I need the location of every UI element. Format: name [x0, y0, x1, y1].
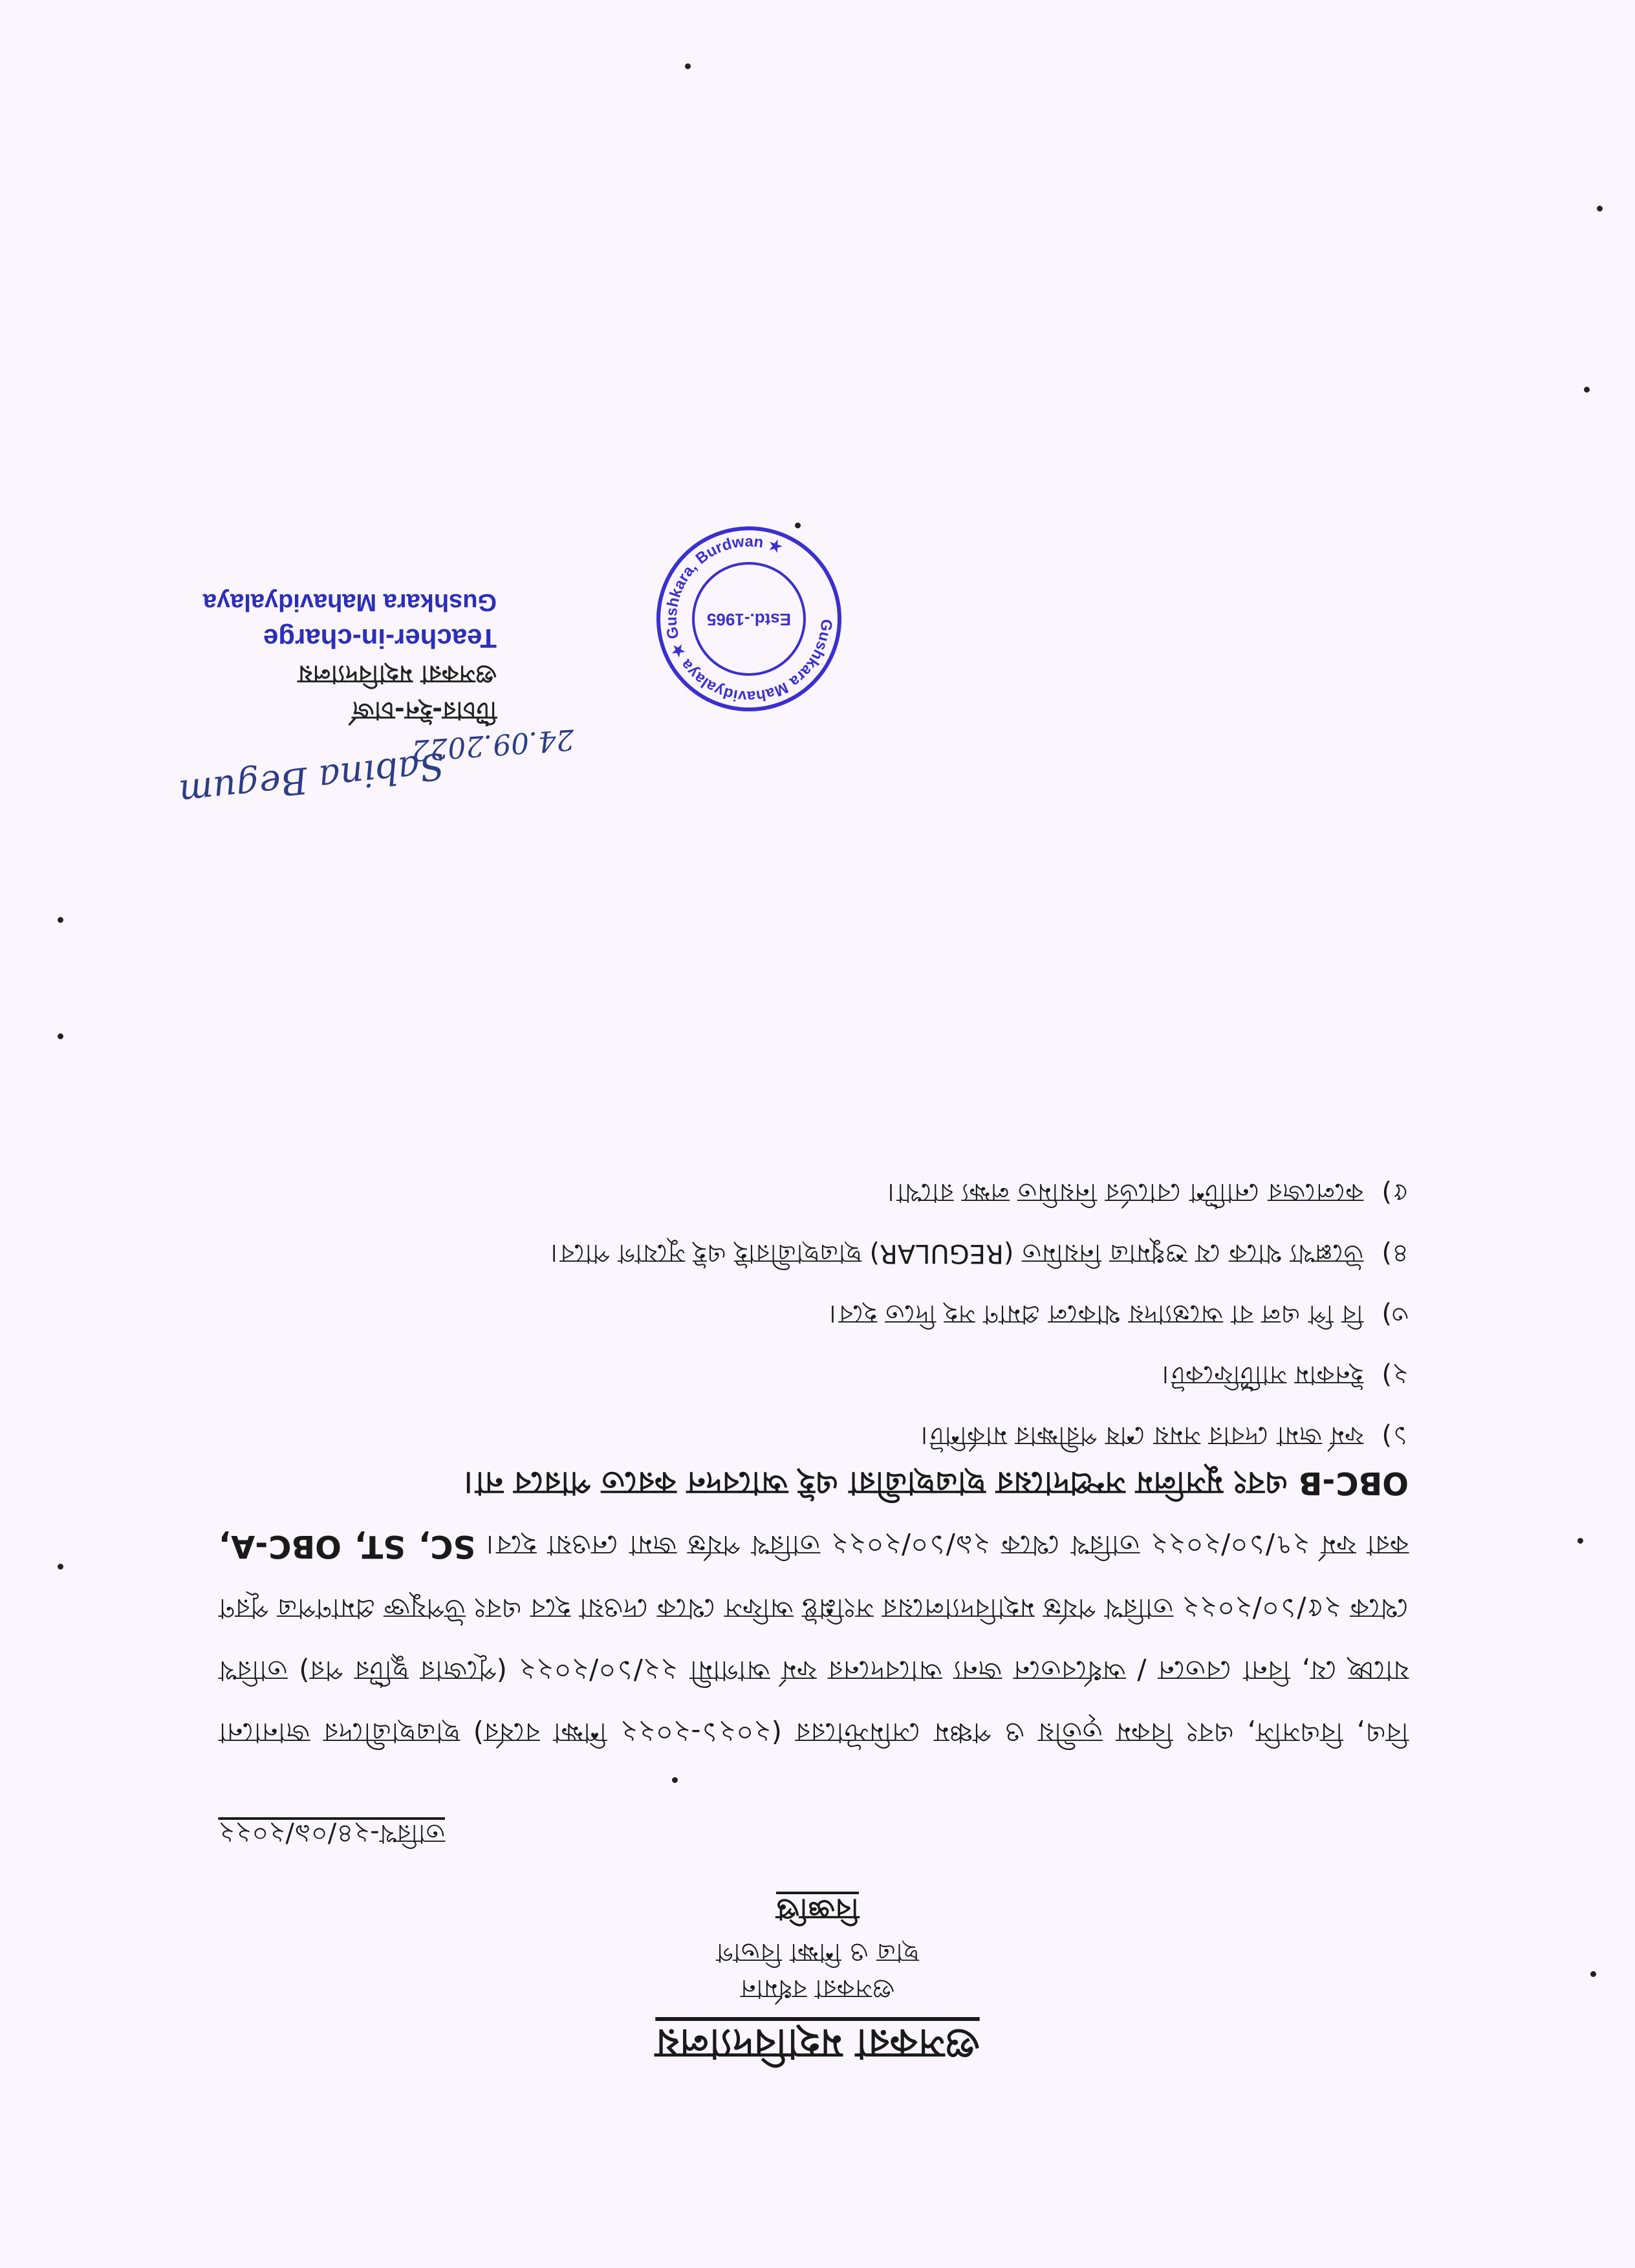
list-item — [232, 1345, 1409, 1405]
department-name: ছাত্র ও শিক্ষা বিভাগ — [716, 1938, 919, 1967]
notice-body — [219, 1451, 1409, 1764]
requirements-list — [232, 1162, 1409, 1466]
list-item-text: ফর্ম জমা দেবার সময় শেষ পরীক্ষার মার্কশিট। — [920, 1421, 1363, 1451]
list-item-number: ২) — [1381, 1360, 1409, 1390]
designation-english: Teacher-in-charge — [263, 623, 497, 654]
body-text: বিএ, বিএসসি, এবং বিকম তৃতীয় ও পঞ্চম সেমিস্টারের (২০২১-২০২২ শিক্ষা বর্ষের) ছাত্রছাত্রীদের জানানো যাচ্ছে যে, বিনা বেতনে / অর্ধবেতনে জন্য আবেদনের ফর্ম আগামী ২২/১০/২০২২ (পূজোর ছুটির পর) তারিখ থেকে ২৫/১০/২০২২ তারিখ পর্যন্ত মহাবিদ্যালয়ের সংশ্লিষ্ট অফিস থেকে দেওয়া হবে এবং উপযুক্ত প্রমাণপত্র পূরণ করা ফর্ম ২৭/১০/২০২২ তারিখ থেকে ২৯/১০/২০২২ তারিখ পর্যন্ত জমা নেওয়া হবে। — [219, 1529, 1409, 1749]
seal-outer-text: Gushkara Mahavidyalaya ★ Gushkara, Burdwan ★ — [662, 532, 836, 706]
list-item — [232, 1405, 1409, 1466]
list-item-text: উল্লেখ্য থাকে যে শুধুমাত্র নিয়মিত (REGULAR) ছাত্রছাত্রীরাই এই সুযোগ পাবে। — [550, 1238, 1363, 1268]
scan-speck — [1584, 387, 1590, 393]
list-item-text: কলেজের নোটিশ বোর্ডের নিয়মিত লক্ষ্য রাখো। — [887, 1178, 1363, 1207]
scan-speck — [672, 1777, 678, 1783]
college-bengali: গুসকরা মহাবিদ্যালয় — [298, 660, 497, 689]
list-item-number: ৫) — [1381, 1178, 1409, 1207]
college-address: গুসকরা বর্ধমান — [740, 1974, 895, 2003]
eligible-categories: SC, ST, OBC-A, — [219, 1528, 476, 1564]
seal-inner-text: Estd.-1965 — [706, 610, 792, 629]
list-item-text: বি পি এল বা অন্ত্যোদয় থাকলে প্রমাণ সহ দিতে হবে। — [829, 1299, 1363, 1329]
scan-speck — [58, 1564, 63, 1570]
signatory-block — [160, 584, 497, 729]
notice-title: বিজ্ঞপ্তি — [776, 1892, 859, 1925]
ineligible-note: OBC-B এবং মুসলিম সম্প্রদায়ের ছাত্রছাত্রীরা এই আবেদন করতে পারবে না। — [464, 1465, 1409, 1501]
list-item — [232, 1284, 1409, 1345]
scan-speck — [685, 63, 691, 69]
list-item-number: ১) — [1381, 1421, 1409, 1451]
scan-speck — [58, 917, 63, 923]
notice-date: তারিখ-২৪/০৯/২০২২ — [218, 1819, 445, 1848]
college-seal-stamp — [652, 522, 846, 716]
list-item-text: ইনকাম সার্টিফিকেট। — [1162, 1360, 1363, 1390]
scan-speck — [1597, 206, 1603, 211]
handwritten-date: 24.09.2022 — [410, 722, 576, 767]
list-item — [232, 1223, 1409, 1284]
college-english: Gushkara Mahavidyalaya — [202, 589, 497, 616]
designation-bengali: টিচার-ইন-চার্জ — [352, 697, 497, 725]
list-item — [232, 1162, 1409, 1223]
list-item-number: ৩) — [1381, 1299, 1409, 1329]
scan-speck — [1577, 1538, 1583, 1544]
handwritten-signature: Sabina Begum — [177, 744, 447, 814]
college-title: গুসকরা মহাবিদ্যালয় — [655, 2020, 980, 2068]
scan-speck — [58, 1033, 63, 1039]
list-item-number: ৪) — [1381, 1238, 1409, 1268]
